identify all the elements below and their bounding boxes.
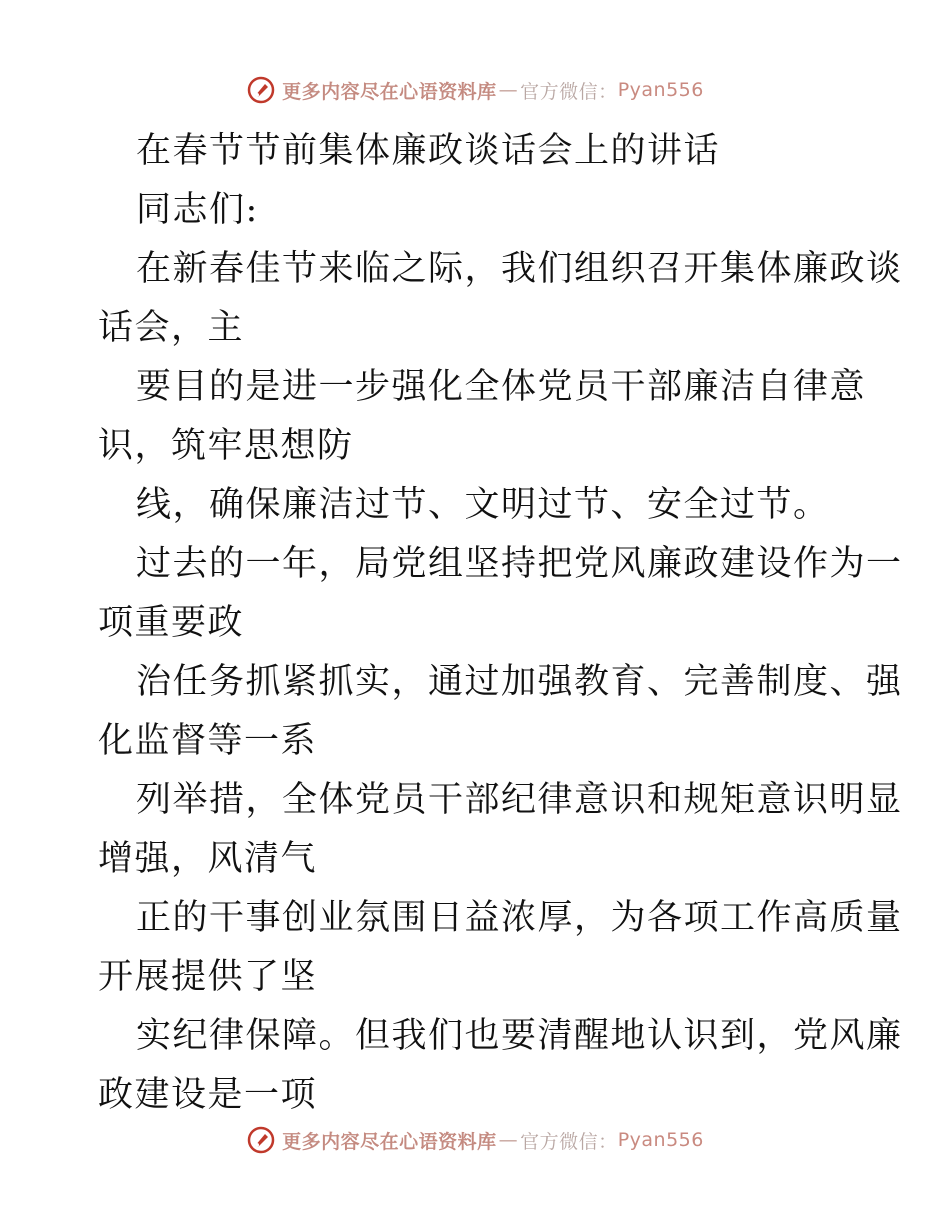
text-line: 化监督等一系 [98, 721, 318, 761]
pen-nib-logo-icon [246, 75, 276, 105]
watermark-label: 官方微信： [520, 1130, 618, 1153]
footer-watermark [0, 1120, 950, 1160]
watermark-wechat-id: Pyan556 [617, 79, 704, 101]
text-line: 列举措，全体党员干部纪律意识和规矩意识明显 [136, 780, 903, 820]
document-body [98, 122, 903, 1125]
text-line: 正的干事创业氛围日益浓厚，为各项工作高质量 [136, 898, 903, 938]
watermark-label: 官方微信： [520, 80, 618, 103]
text-line: 增强，风清气 [98, 839, 318, 879]
salutation: 同志们: [136, 190, 259, 230]
pen-nib-logo-icon [246, 1125, 276, 1155]
text-line: 在新春佳节来临之际，我们组织召开集体廉政谈 [136, 249, 903, 289]
text-line: 开展提供了坚 [98, 957, 318, 997]
text-line: 线，确保廉洁过节、文明过节、安全过节。 [136, 485, 830, 525]
text-line: 过去的一年，局党组坚持把党风廉政建设作为一 [136, 544, 903, 584]
watermark-separator: — [498, 79, 519, 101]
text-line: 实纪律保障。但我们也要清醒地认识到，党风廉 [136, 1016, 903, 1056]
watermark-brand: 更多内容尽在心语资料库 [282, 1130, 497, 1153]
watermark-wechat-id: Pyan556 [617, 1129, 704, 1151]
text-line: 政建设是一项 [98, 1075, 318, 1115]
document-title: 在春节节前集体廉政谈话会上的讲话 [136, 131, 721, 171]
text-line: 话会，主 [98, 308, 245, 348]
watermark-separator: — [498, 1129, 519, 1151]
text-line: 项重要政 [98, 603, 245, 643]
watermark-brand: 更多内容尽在心语资料库 [282, 80, 497, 103]
text-line: 治任务抓紧抓实，通过加强教育、完善制度、强 [136, 662, 903, 702]
text-line: 识，筑牢思想防 [98, 426, 354, 466]
text-line: 要目的是进一步强化全体党员干部廉洁自律意 [136, 367, 867, 407]
header-watermark [0, 70, 950, 110]
